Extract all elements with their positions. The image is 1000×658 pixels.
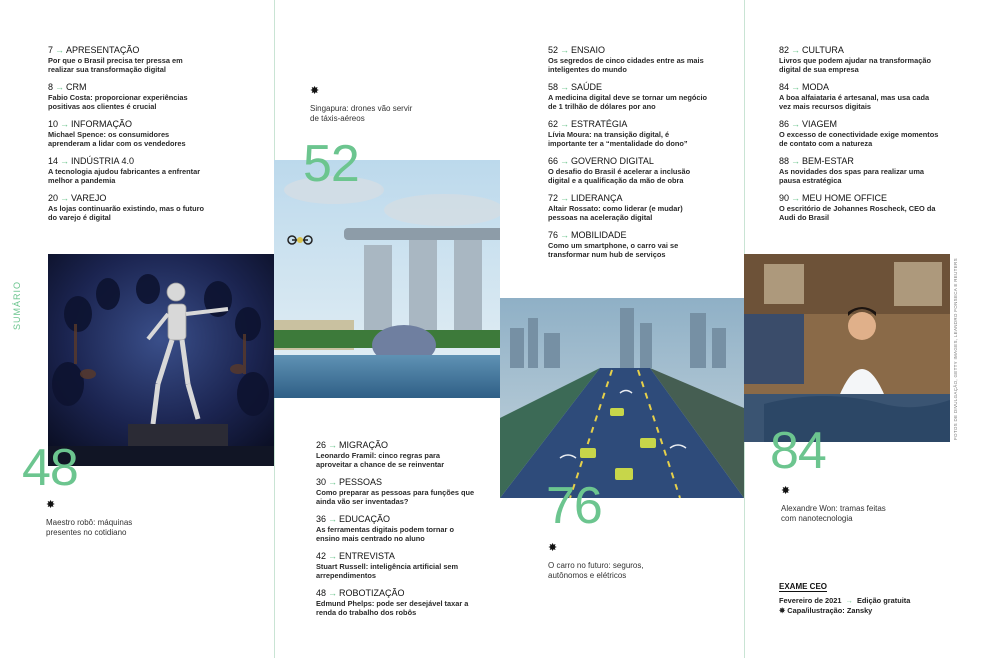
toc-entry[interactable] <box>316 477 476 506</box>
toc-entry[interactable] <box>548 45 708 74</box>
toc-entry-description: A tecnologia ajudou fabricantes a enfrentar melhor a pandemia <box>48 167 201 185</box>
feature-number-84: 84 <box>770 422 826 480</box>
arrow-icon: → <box>791 119 801 129</box>
toc-entry-heading <box>548 230 708 241</box>
arrow-icon: → <box>791 156 801 166</box>
toc-entry-description: Stuart Russell: inteligência artificial sem arrependimentos <box>316 562 459 580</box>
toc-entry-description: A boa alfaiataria é artesanal, mas usa cada vez mais recursos digitais <box>779 93 930 111</box>
asterisk-icon: ✸ <box>779 606 786 615</box>
toc-entry-description: O desafio do Brasil é acelerar a inclusão digital e a qualificação da mão de obra <box>548 167 691 185</box>
toc-entry-description: Leonardo Framil: cinco regras para aproveitar a chance de se reinventar <box>316 451 445 469</box>
section-name: BEM-ESTAR <box>802 156 854 166</box>
section-name: GOVERNO DIGITAL <box>571 156 654 166</box>
section-name: EDUCAÇÃO <box>339 514 391 524</box>
smart-highway-photo <box>500 298 744 498</box>
arrow-icon: → <box>60 156 70 166</box>
page-number: 86 <box>779 119 790 129</box>
toc-entry-heading <box>548 193 708 204</box>
edition-type: Edição gratuita <box>856 596 911 605</box>
page-number: 36 <box>316 514 327 524</box>
arrow-icon: → <box>791 45 801 55</box>
toc-entry-description: A medicina digital deve se tornar um negócio de 1 trilhão de dólares por ano <box>548 93 708 111</box>
feature-number-76: 76 <box>546 477 602 535</box>
arrow-icon: → <box>560 45 570 55</box>
arrow-icon: → <box>55 45 65 55</box>
section-name: LIDERANÇA <box>571 193 623 203</box>
toc-entry-heading <box>48 156 208 167</box>
arrow-icon: → <box>328 440 338 450</box>
toc-entry-description: Como preparar as pessoas para funções que ainda vão ser inventadas? <box>316 488 475 506</box>
toc-entry-description: As lojas continuarão existindo, mas o futuro do varejo é digital <box>48 204 205 222</box>
toc-entry-heading <box>48 119 208 130</box>
arrow-icon: → <box>328 477 338 487</box>
toc-column-1 <box>48 45 208 230</box>
toc-entry-heading <box>779 45 939 56</box>
magazine-title: EXAME CEO <box>779 582 828 591</box>
arrow-icon: → <box>560 82 570 92</box>
toc-entry-heading <box>548 156 708 167</box>
section-name: MODA <box>802 82 830 92</box>
toc-entry-description: Altair Rossato: como liderar (e mudar) pessoas na aceleração digital <box>548 204 683 222</box>
toc-entry-description: Fabio Costa: proporcionar experiências positivas aos clientes é crucial <box>48 93 188 111</box>
toc-entry[interactable] <box>548 156 708 185</box>
feature-caption-48: Maestro robô: máquinas presentes no cotidiano <box>46 518 133 537</box>
toc-entry[interactable] <box>316 551 476 580</box>
arrow-icon: → <box>560 119 570 129</box>
toc-entry-description: Michael Spence: os consumidores aprenderam a lidar com os vendedores <box>48 130 186 148</box>
page-number: 58 <box>548 82 559 92</box>
toc-entry-heading <box>548 119 708 130</box>
toc-entry[interactable] <box>48 119 208 148</box>
arrow-icon: → <box>328 514 338 524</box>
section-name: VIAGEM <box>802 119 838 129</box>
arrow-icon: → <box>60 119 70 129</box>
toc-entry-description: O excesso de conectividade exige momentos de contato com a natureza <box>779 130 939 148</box>
toc-entry[interactable] <box>779 119 939 148</box>
section-name: MOBILIDADE <box>571 230 627 240</box>
section-name: ROBOTIZAÇÃO <box>339 588 405 598</box>
toc-entry[interactable] <box>48 193 208 222</box>
page-number: 84 <box>779 82 790 92</box>
toc-column-4 <box>779 45 939 230</box>
singapore-photo <box>274 160 500 398</box>
asterisk-icon: ✸ <box>310 85 320 97</box>
section-name: ENTREVISTA <box>339 551 395 561</box>
toc-entry[interactable] <box>779 156 939 185</box>
arrow-icon: → <box>791 193 801 203</box>
toc-entry[interactable] <box>548 230 708 259</box>
toc-entry-description: Como um smartphone, o carro vai se transformar num hub de serviços <box>548 241 679 259</box>
toc-entry-description: As novidades dos spas para realizar uma pausa estratégica <box>779 167 924 185</box>
page-number: 52 <box>548 45 559 55</box>
tailor-portrait-photo <box>744 254 950 442</box>
toc-entry[interactable] <box>548 82 708 111</box>
toc-column-2 <box>316 440 476 625</box>
arrow-icon: → <box>60 193 70 203</box>
arrow-icon: → <box>560 193 570 203</box>
toc-entry-heading <box>316 477 476 488</box>
page-number: 62 <box>548 119 559 129</box>
feature-caption-84: Alexandre Won: tramas feitas com nanotecnologia <box>781 504 886 523</box>
asterisk-icon: ✸ <box>46 499 56 511</box>
page-number: 42 <box>316 551 327 561</box>
page-number: 8 <box>48 82 54 92</box>
toc-entry-heading <box>48 193 208 204</box>
toc-entry-description: Os segredos de cinco cidades entre as mais inteligentes do mundo <box>548 56 704 74</box>
magazine-footer <box>779 582 910 616</box>
toc-entry-heading <box>316 551 476 562</box>
photo-credit: FOTOS DE DIVULGAÇÃO, GETTY IMAGES, LEANDRO FONSECA E REUTERS <box>953 258 958 440</box>
edition-line <box>779 596 910 606</box>
toc-entry-description: Livros que podem ajudar na transformação digital de sua empresa <box>779 56 931 74</box>
toc-entry-heading <box>779 82 939 93</box>
toc-entry[interactable] <box>316 588 476 617</box>
feature-caption-52: Singapura: drones vão servir de táxis-aéreos <box>310 104 413 123</box>
arrow-icon: → <box>328 551 338 561</box>
toc-entry-description: O escritório de Johannes Roscheck, CEO da Audi do Brasil <box>779 204 936 222</box>
toc-entry-heading <box>48 45 208 56</box>
feature-number-52: 52 <box>303 135 359 193</box>
arrow-icon: → <box>328 588 338 598</box>
feature-caption-76: O carro no futuro: seguros, autônomos e elétricos <box>548 561 644 580</box>
toc-entry-description: As ferramentas digitais podem tornar o ensino mais centrado no aluno <box>316 525 454 543</box>
toc-entry[interactable] <box>548 193 708 222</box>
toc-entry-heading <box>548 82 708 93</box>
section-name: VAREJO <box>71 193 107 203</box>
toc-entry[interactable] <box>316 440 476 469</box>
page-number: 48 <box>316 588 327 598</box>
cover-credit: Capa/ilustração: Zansky <box>787 606 873 615</box>
page-number: 26 <box>316 440 327 450</box>
toc-entry-heading <box>316 514 476 525</box>
section-name: PESSOAS <box>339 477 383 487</box>
asterisk-icon: ✸ <box>548 542 558 554</box>
arrow-icon: → <box>845 596 853 605</box>
page-number: 20 <box>48 193 59 203</box>
toc-entry[interactable] <box>48 45 208 74</box>
arrow-icon: → <box>55 82 65 92</box>
toc-entry-heading <box>548 45 708 56</box>
section-name: CRM <box>66 82 87 92</box>
section-name: MIGRAÇÃO <box>339 440 389 450</box>
section-name: CULTURA <box>802 45 844 55</box>
page-number: 14 <box>48 156 59 166</box>
page-number: 30 <box>316 477 327 487</box>
toc-entry[interactable] <box>316 514 476 543</box>
section-name: INFORMAÇÃO <box>71 119 133 129</box>
toc-entry-heading <box>48 82 208 93</box>
page-number: 88 <box>779 156 790 166</box>
section-name: APRESENTAÇÃO <box>66 45 140 55</box>
asterisk-icon: ✸ <box>781 485 791 497</box>
arrow-icon: → <box>791 82 801 92</box>
page-number: 7 <box>48 45 54 55</box>
page-number: 72 <box>548 193 559 203</box>
robot-conductor-photo <box>48 254 274 466</box>
feature-number-48: 48 <box>22 439 78 497</box>
toc-entry[interactable] <box>48 156 208 185</box>
section-name: MEU HOME OFFICE <box>802 193 888 203</box>
section-name: ENSAIO <box>571 45 606 55</box>
page-number: 66 <box>548 156 559 166</box>
toc-entry[interactable] <box>548 119 708 148</box>
toc-column-3 <box>548 45 708 267</box>
toc-entry[interactable] <box>779 45 939 74</box>
section-label: SUMÁRIO <box>12 280 22 330</box>
page-number: 76 <box>548 230 559 240</box>
toc-entry-description: Por que o Brasil precisa ter pressa em realizar sua transformação digital <box>48 56 183 74</box>
section-name: INDÚSTRIA 4.0 <box>71 156 135 166</box>
toc-entry-heading <box>779 119 939 130</box>
page-number: 90 <box>779 193 790 203</box>
toc-entry[interactable] <box>779 82 939 111</box>
issue-date: Fevereiro de 2021 <box>779 596 842 605</box>
toc-entry-description: Edmund Phelps: pode ser desejável taxar a renda do trabalho dos robôs <box>316 599 469 617</box>
toc-entry-heading <box>779 156 939 167</box>
toc-entry-heading <box>779 193 939 204</box>
cover-credit-line <box>779 606 910 616</box>
page-number: 10 <box>48 119 59 129</box>
arrow-icon: → <box>560 156 570 166</box>
section-name: ESTRATÉGIA <box>571 119 628 129</box>
arrow-icon: → <box>560 230 570 240</box>
toc-entry[interactable] <box>48 82 208 111</box>
section-name: SAÚDE <box>571 82 603 92</box>
page-number: 82 <box>779 45 790 55</box>
toc-entry-description: Lívia Moura: na transição digital, é importante ter a “mentalidade do dono” <box>548 130 688 148</box>
toc-entry[interactable] <box>779 193 939 222</box>
toc-entry-heading <box>316 588 476 599</box>
toc-entry-heading <box>316 440 476 451</box>
